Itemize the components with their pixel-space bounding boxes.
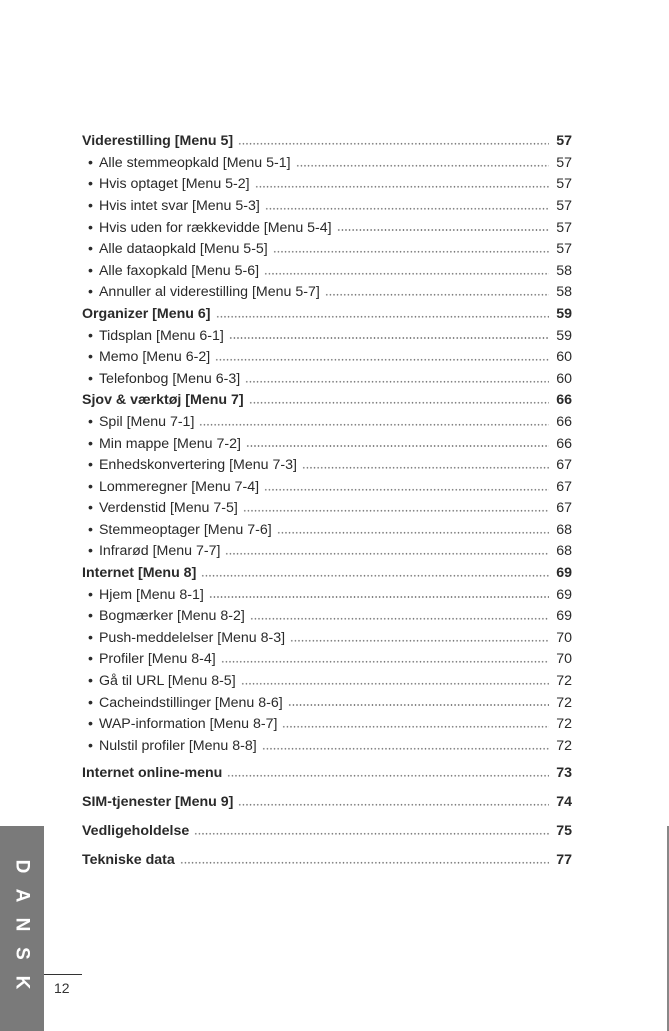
toc-entry-title: • Infrarød [Menu 7-7] xyxy=(88,541,220,563)
toc-entry-page: 70 xyxy=(556,651,572,668)
toc-entry-title: • Hvis intet svar [Menu 5-3] xyxy=(88,196,260,218)
page-number: 12 xyxy=(54,980,70,996)
toc-item-entry xyxy=(82,217,572,239)
toc-section-entry xyxy=(82,761,572,786)
toc-entry-title: • Bogmærker [Menu 8-2] xyxy=(88,606,245,628)
toc-item-entry xyxy=(82,584,572,606)
toc-item-entry xyxy=(82,714,572,736)
dot-leader xyxy=(249,390,549,404)
dot-leader xyxy=(221,649,549,663)
toc-entry-page: 57 xyxy=(556,197,572,214)
toc-item-entry xyxy=(82,692,572,714)
toc-entry-page: 67 xyxy=(556,500,572,517)
toc-item-entry xyxy=(82,498,572,520)
dot-leader xyxy=(238,131,549,145)
dot-leader xyxy=(216,304,550,318)
dot-leader xyxy=(227,763,549,777)
toc-entry-page: 75 xyxy=(556,823,572,840)
side-letter: K xyxy=(11,975,33,990)
dot-leader xyxy=(273,239,549,253)
toc-section-entry xyxy=(82,131,572,153)
dot-leader xyxy=(215,347,549,361)
dot-leader xyxy=(201,563,549,577)
toc-entry-page: 57 xyxy=(556,176,572,193)
toc-entry-title: Organizer [Menu 6] xyxy=(82,305,211,322)
toc-item-entry xyxy=(82,347,572,369)
toc-entry-title: • Memo [Menu 6-2] xyxy=(88,347,210,369)
dot-leader xyxy=(209,584,549,598)
table-of-contents xyxy=(82,131,572,873)
side-letter: A xyxy=(11,888,33,903)
toc-item-entry xyxy=(82,282,572,304)
toc-entry-page: 57 xyxy=(556,154,572,171)
toc-item-entry xyxy=(82,239,572,261)
toc-entry-title: SIM-tjenester [Menu 9] xyxy=(82,794,234,811)
dot-leader xyxy=(243,498,549,512)
dot-leader xyxy=(290,628,549,642)
toc-entry-title: • Telefonbog [Menu 6-3] xyxy=(88,369,240,391)
toc-item-entry xyxy=(82,412,572,434)
toc-entry-page: 72 xyxy=(556,716,572,733)
toc-entry-page: 74 xyxy=(556,794,572,811)
toc-entry-page: 72 xyxy=(556,737,572,754)
dot-leader xyxy=(246,433,549,447)
dot-leader xyxy=(241,671,549,685)
toc-section-entry xyxy=(82,848,572,873)
dot-leader xyxy=(245,369,549,383)
page-number-rule xyxy=(44,974,82,975)
toc-item-entry xyxy=(82,369,572,391)
toc-entry-page: 57 xyxy=(556,219,572,236)
toc-entry-title: • Alle faxopkald [Menu 5-6] xyxy=(88,261,259,283)
language-side-label xyxy=(12,852,32,997)
toc-item-entry xyxy=(82,520,572,542)
toc-entry-title: • Cacheindstillinger [Menu 8-6] xyxy=(88,693,283,715)
toc-entry-title: Vedligeholdelse xyxy=(82,823,190,840)
toc-item-entry xyxy=(82,261,572,283)
toc-entry-page: 73 xyxy=(556,765,572,782)
toc-entry-page: 69 xyxy=(556,565,572,582)
toc-entry-title: • Alle stemmeopkald [Menu 5-1] xyxy=(88,153,291,175)
toc-section-entry xyxy=(82,819,572,844)
toc-entry-title: • Lommeregner [Menu 7-4] xyxy=(88,477,259,499)
toc-entry-title: • Hvis optaget [Menu 5-2] xyxy=(88,174,250,196)
side-letter: N xyxy=(11,917,33,932)
toc-entry-page: 72 xyxy=(556,694,572,711)
toc-entry-page: 69 xyxy=(556,586,572,603)
dot-leader xyxy=(296,153,549,167)
toc-entry-page: 67 xyxy=(556,478,572,495)
toc-item-entry xyxy=(82,628,572,650)
toc-entry-title: Viderestilling [Menu 5] xyxy=(82,133,234,150)
toc-entry-title: • Stemmeoptager [Menu 7-6] xyxy=(88,520,272,542)
toc-item-entry xyxy=(82,541,572,563)
toc-item-entry xyxy=(82,455,572,477)
toc-entry-title: Tekniske data xyxy=(82,852,175,869)
toc-entry-page: 69 xyxy=(556,608,572,625)
toc-entry-title: • Annuller al viderestilling [Menu 5-7] xyxy=(88,282,320,304)
toc-entry-title: • Gå til URL [Menu 8-5] xyxy=(88,671,236,693)
dot-leader xyxy=(262,736,549,750)
toc-item-entry xyxy=(82,606,572,628)
toc-entry-page: 70 xyxy=(556,629,572,646)
toc-entry-page: 59 xyxy=(556,305,572,322)
toc-entry-title: • Verdenstid [Menu 7-5] xyxy=(88,498,238,520)
toc-item-entry xyxy=(82,196,572,218)
side-letter: S xyxy=(11,947,33,960)
dot-leader xyxy=(250,606,549,620)
toc-entry-title: • Alle dataopkald [Menu 5-5] xyxy=(88,239,268,261)
toc-entry-page: 58 xyxy=(556,262,572,279)
dot-leader xyxy=(277,520,549,534)
toc-entry-page: 66 xyxy=(556,392,572,409)
toc-entry-page: 66 xyxy=(556,435,572,452)
toc-entry-title: • Push-meddelelser [Menu 8-3] xyxy=(88,628,285,650)
dot-leader xyxy=(180,850,549,864)
toc-entry-title: • Profiler [Menu 8-4] xyxy=(88,649,216,671)
dot-leader xyxy=(265,196,549,210)
dot-leader xyxy=(302,455,549,469)
toc-entry-page: 77 xyxy=(556,852,572,869)
dot-leader xyxy=(264,261,549,275)
dot-leader xyxy=(255,174,549,188)
toc-entry-page: 68 xyxy=(556,543,572,560)
dot-leader xyxy=(288,692,549,706)
toc-entry-page: 72 xyxy=(556,673,572,690)
toc-item-entry xyxy=(82,671,572,693)
toc-entry-title: Internet [Menu 8] xyxy=(82,565,197,582)
toc-entry-title: Sjov & værktøj [Menu 7] xyxy=(82,392,244,409)
toc-entry-page: 60 xyxy=(556,349,572,366)
toc-entry-title: Internet online-menu xyxy=(82,765,223,782)
dot-leader xyxy=(325,282,549,296)
dot-leader xyxy=(229,325,549,339)
toc-item-entry xyxy=(82,477,572,499)
toc-entry-title: • Nulstil profiler [Menu 8-8] xyxy=(88,736,257,758)
toc-entry-page: 57 xyxy=(556,133,572,150)
dot-leader xyxy=(337,217,549,231)
toc-entry-page: 59 xyxy=(556,327,572,344)
toc-entry-title: • WAP-information [Menu 8-7] xyxy=(88,714,277,736)
toc-entry-title: • Enhedskonvertering [Menu 7-3] xyxy=(88,455,297,477)
toc-entry-title: • Min mappe [Menu 7-2] xyxy=(88,434,241,456)
toc-entry-page: 66 xyxy=(556,413,572,430)
toc-item-entry xyxy=(82,433,572,455)
toc-entry-page: 67 xyxy=(556,457,572,474)
dot-leader xyxy=(194,821,549,835)
dot-leader xyxy=(264,477,549,491)
toc-section-entry xyxy=(82,390,572,412)
toc-entry-page: 57 xyxy=(556,241,572,258)
toc-entry-title: • Hjem [Menu 8-1] xyxy=(88,585,204,607)
toc-section-entry xyxy=(82,563,572,585)
toc-entry-title: • Hvis uden for rækkevidde [Menu 5-4] xyxy=(88,218,332,240)
toc-item-entry xyxy=(82,174,572,196)
dot-leader xyxy=(199,412,549,426)
side-letter: D xyxy=(11,859,33,874)
toc-section-entry xyxy=(82,790,572,815)
toc-item-entry xyxy=(82,649,572,671)
dot-leader xyxy=(282,714,549,728)
toc-item-entry xyxy=(82,325,572,347)
toc-entry-title: • Tidsplan [Menu 6-1] xyxy=(88,326,224,348)
toc-entry-title: • Spil [Menu 7-1] xyxy=(88,412,194,434)
toc-section-entry xyxy=(82,304,572,326)
toc-entry-page: 60 xyxy=(556,370,572,387)
dot-leader xyxy=(225,541,549,555)
toc-entry-page: 68 xyxy=(556,521,572,538)
toc-item-entry xyxy=(82,736,572,758)
toc-item-entry xyxy=(82,153,572,175)
toc-entry-page: 58 xyxy=(556,284,572,301)
dot-leader xyxy=(238,792,549,806)
